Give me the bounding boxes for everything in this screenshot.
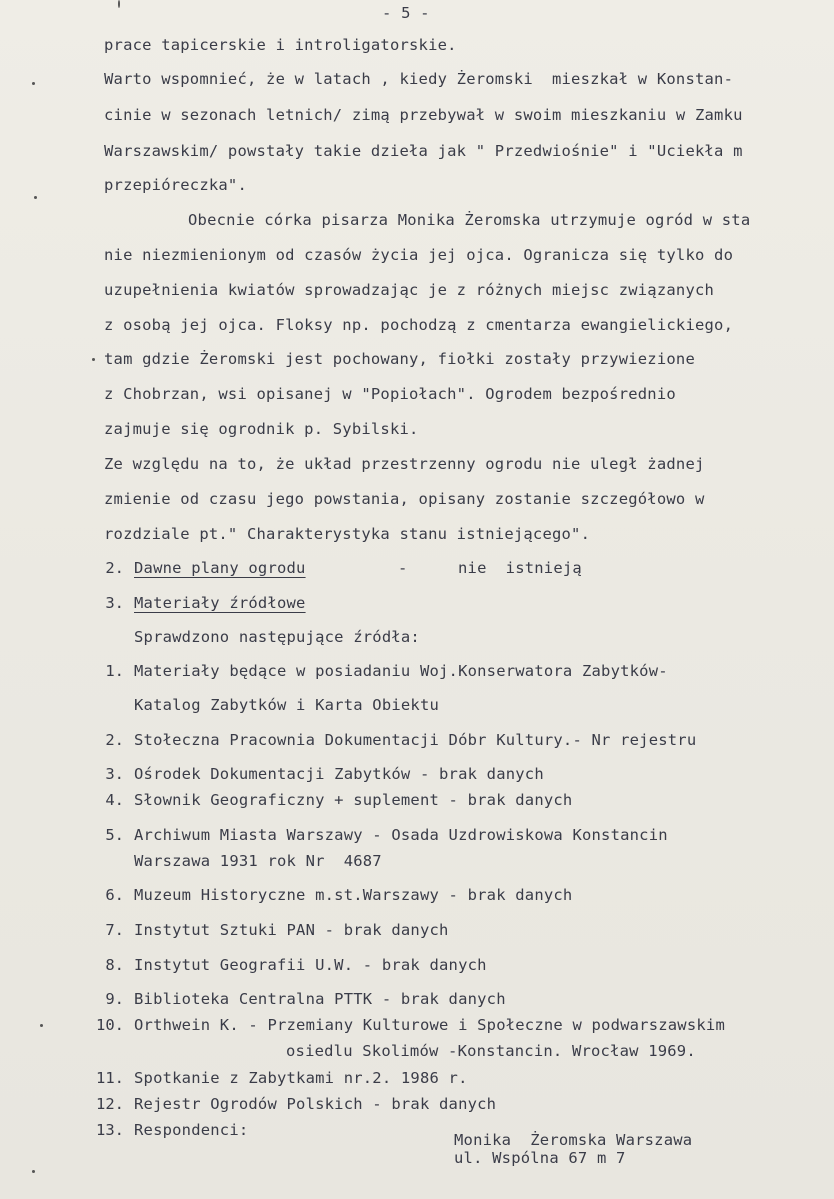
respondent-address: ul. Wspólna 67 m 7 bbox=[454, 1149, 626, 1167]
source-line: osiedlu Skolimów -Konstancin. Wrocław 1969. bbox=[286, 1042, 696, 1060]
section2-number: 2. bbox=[105, 559, 124, 577]
source-number: 2. bbox=[105, 731, 124, 749]
source-line: Warszawa 1931 rok Nr 4687 bbox=[134, 852, 382, 870]
section3-title: Materiały źródłowe bbox=[134, 594, 306, 612]
para1-line: Warszawskim/ powstały takie dzieła jak " Przedwiośnie" i "Uciekła m bbox=[104, 142, 743, 160]
source-line: Instytut Geografii U.W. - brak danych bbox=[134, 956, 487, 974]
source-number: 3. bbox=[105, 765, 124, 783]
source-number: 12. bbox=[96, 1095, 124, 1113]
source-number: 13. bbox=[96, 1121, 124, 1139]
para2-line: z osobą jej ojca. Floksy np. pochodzą z cmentarza ewangielickiego, bbox=[104, 316, 734, 334]
source-number: 1. bbox=[105, 662, 124, 680]
source-line: Ośrodek Dokumentacji Zabytków - brak danych bbox=[134, 765, 544, 783]
source-line: Katalog Zabytków i Karta Obiektu bbox=[134, 696, 440, 714]
para2-line: Obecnie córka pisarza Monika Żeromska utrzymuje ogród w sta bbox=[188, 211, 751, 229]
para2-line: nie niezmienionym od czasów życia jej ojca. Ogranicza się tylko do bbox=[104, 246, 734, 264]
para3-line: rozdziale pt." Charakterystyka stanu istniejącego". bbox=[104, 525, 591, 543]
source-line: Muzeum Historyczne m.st.Warszawy - brak danych bbox=[134, 886, 573, 904]
para2-line: z Chobrzan, wsi opisanej w "Popiołach". Ogrodem bezpośrednio bbox=[104, 385, 676, 403]
para1-line: prace tapicerskie i introligatorskie. bbox=[104, 36, 457, 54]
section2-title: Dawne plany ogrodu bbox=[134, 559, 306, 577]
scan-mark bbox=[92, 358, 95, 361]
para3-line: Ze względu na to, że układ przestrzenny ogrodu nie uległ żadnej bbox=[104, 455, 705, 473]
section2-dash: - bbox=[398, 559, 408, 577]
source-number: 7. bbox=[105, 921, 124, 939]
para1-line: przepióreczka". bbox=[104, 176, 247, 194]
section3-intro: Sprawdzono następujące źródła: bbox=[134, 628, 420, 646]
para1-line: cinie w sezonach letnich/ zimą przebywał w swoim mieszkaniu w Zamku bbox=[104, 106, 743, 124]
scan-mark bbox=[32, 1170, 35, 1173]
source-number: 9. bbox=[105, 990, 124, 1008]
source-number: 6. bbox=[105, 886, 124, 904]
source-line: Stołeczna Pracownia Dokumentacji Dóbr Kultury.- Nr rejestru bbox=[134, 731, 697, 749]
para3-line: zmienie od czasu jego powstania, opisany zostanie szczegółowo w bbox=[104, 490, 705, 508]
source-line: Spotkanie z Zabytkami nr.2. 1986 r. bbox=[134, 1069, 468, 1087]
scan-mark bbox=[118, 0, 120, 8]
respondent-name: Monika Żeromska Warszawa bbox=[454, 1131, 693, 1149]
source-line: Słownik Geograficzny + suplement - brak danych bbox=[134, 791, 573, 809]
source-number: 8. bbox=[105, 956, 124, 974]
source-line: Materiały będące w posiadaniu Woj.Konserwatora Zabytków- bbox=[134, 662, 668, 680]
source-line: Rejestr Ogrodów Polskich - brak danych bbox=[134, 1095, 497, 1113]
para2-line: uzupełnienia kwiatów sprowadzając je z różnych miejsc związanych bbox=[104, 281, 715, 299]
source-line: Archiwum Miasta Warszawy - Osada Uzdrowiskowa Konstancin bbox=[134, 826, 668, 844]
scan-mark bbox=[34, 196, 37, 199]
para1-line: Warto wspomnieć, że w latach , kiedy Żeromski mieszkał w Konstan- bbox=[104, 70, 734, 88]
source-line: Orthwein K. - Przemiany Kulturowe i Społeczne w podwarszawskim bbox=[134, 1016, 725, 1034]
source-number: 10. bbox=[96, 1016, 124, 1034]
source-number: 11. bbox=[96, 1069, 124, 1087]
section2-value: nie istnieją bbox=[458, 559, 582, 577]
source-line: Respondenci: bbox=[134, 1121, 249, 1139]
source-number: 5. bbox=[105, 826, 124, 844]
source-number: 4. bbox=[105, 791, 124, 809]
scan-mark bbox=[40, 1024, 43, 1027]
para2-line: tam gdzie Żeromski jest pochowany, fiołki zostały przywiezione bbox=[104, 350, 695, 368]
scan-mark bbox=[32, 82, 35, 85]
source-line: Biblioteka Centralna PTTK - brak danych bbox=[134, 990, 506, 1008]
page-number: - 5 - bbox=[382, 4, 430, 22]
source-line: Instytut Sztuki PAN - brak danych bbox=[134, 921, 449, 939]
section3-number: 3. bbox=[105, 594, 124, 612]
para2-line: zajmuje się ogrodnik p. Sybilski. bbox=[104, 420, 419, 438]
